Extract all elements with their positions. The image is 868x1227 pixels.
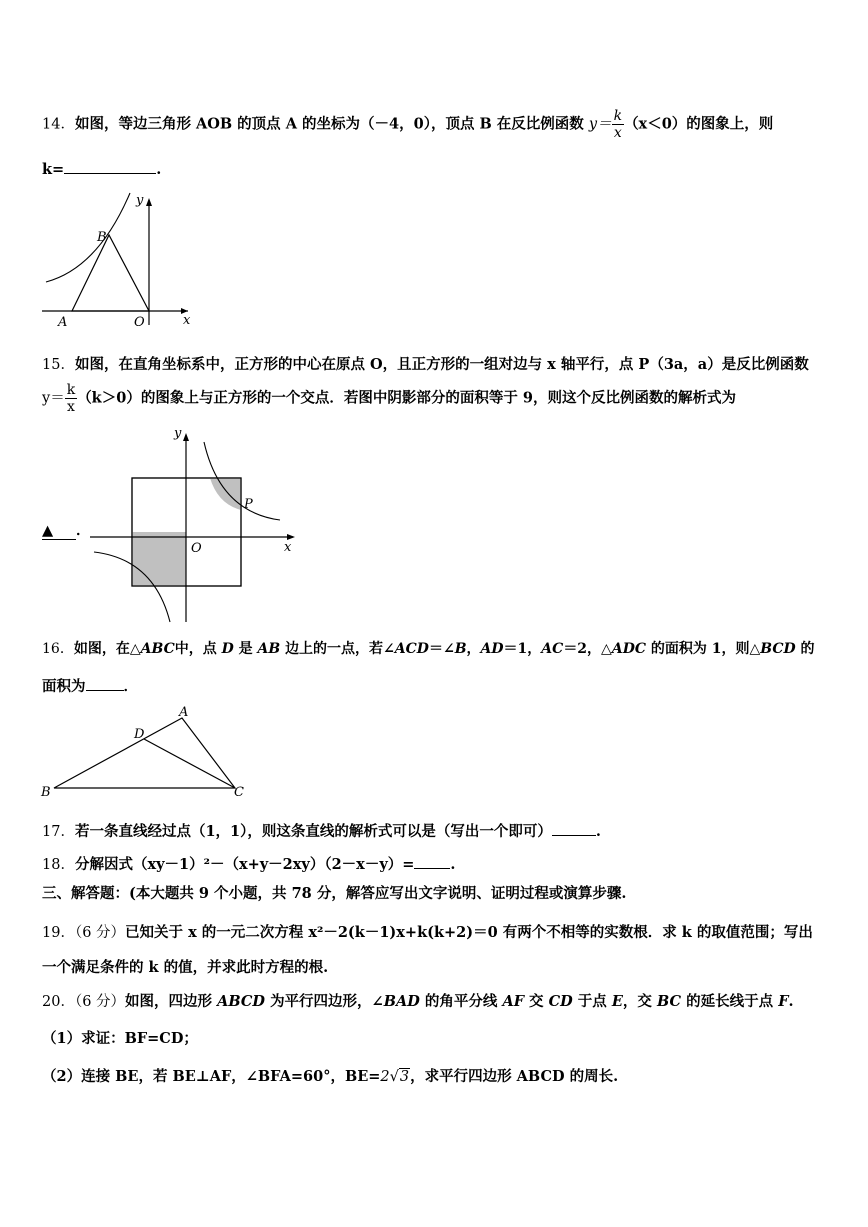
- q15-fraction: $\frac{k}{x}$: [66, 382, 76, 415]
- q14-fraction: $\frac{k}{x}$: [613, 108, 623, 141]
- q14-figure: [38, 190, 198, 332]
- q20-number: 20．: [42, 994, 75, 1010]
- q17-line: 17．若一条直线经过点（1，1），则这条直线的解析式可以是（写出一个即可） .: [42, 823, 601, 840]
- q14-fig-y: y: [136, 193, 144, 208]
- q15-fig-x: x: [284, 540, 292, 555]
- q19-line2: 一个满足条件的 k 的值，并求此时方程的根.: [42, 959, 329, 976]
- q14-func-y: y＝: [588, 116, 612, 133]
- q16-answer-blank[interactable]: [86, 690, 124, 691]
- q14-fig-B: B: [97, 230, 107, 245]
- q18-number: 18．: [42, 857, 75, 873]
- q15-line1: [42, 353, 809, 374]
- q14-fig-O: O: [134, 315, 145, 330]
- q15-text-b: （k＞0）的图象上与正方形的一个交点．若图中阴影部分的面积等于 9，则这个反比例函数的解析式为: [77, 389, 736, 407]
- q15-fig-y: y: [174, 426, 182, 441]
- q14-text-b: （x＜0）的图象上，则: [624, 115, 774, 133]
- q16-line1: 16．如图，在△ABC中，点 D 是 AB 边上的一点，若∠ACD＝∠B，AD＝1，AC＝2，△ADC 的面积为 1，则△BCD 的: [42, 641, 815, 657]
- q15-number: 15．: [42, 357, 75, 373]
- q15-fig-P: P: [244, 497, 253, 512]
- q20-part2: （2）连接 BE，若 BE⊥AF，∠BFA=60°，BE=2√3，求平行四边形 ABCD 的周长.: [42, 1068, 619, 1085]
- q14-fig-x: x: [183, 313, 191, 328]
- triangle-mark-icon: ▲: [42, 522, 54, 539]
- section3-title: 三、解答题：(本大题共 9 个小题，共 78 分，解答应写出文字说明、证明过程或演算步骤.: [42, 885, 627, 902]
- q16-fig-C: C: [234, 785, 244, 800]
- q19-score: （6 分）: [74, 925, 126, 941]
- q15-text-a: 如图，在直角坐标系中，正方形的中心在原点 O，且正方形的一组对边与 x 轴平行，点 P（3a，a）是反比例函数: [74, 356, 809, 373]
- q14-line1: [42, 108, 773, 141]
- q20-line1: 20．（6 分）如图，四边形 ABCD 为平行四边形，∠BAD 的角平分线 AF 交 CD 于点 E，交 BC 的延长线于点 F.: [42, 993, 794, 1010]
- q15-answer-blank[interactable]: [42, 522, 76, 540]
- q14-answer-blank[interactable]: [64, 173, 156, 174]
- q18-line: 18．分解因式（xy－1）²－（x+y－2xy）（2－x－y）= .: [42, 856, 456, 873]
- q15-func-y: y＝: [42, 390, 65, 407]
- sqrt-icon: √: [389, 1069, 399, 1085]
- q19-number: 19．: [42, 925, 75, 941]
- q14-k-label: k=: [42, 161, 65, 178]
- q14-fig-A: A: [58, 315, 68, 330]
- sqrt-expression: 2√3: [380, 1069, 410, 1085]
- q16-line2: 面积为 ．: [42, 678, 138, 695]
- q20-score: （6 分）: [74, 994, 126, 1010]
- q17-number: 17．: [42, 824, 75, 840]
- q20-part1: （1）求证：BF=CD；: [42, 1030, 198, 1047]
- q14-line2: k= .: [42, 161, 162, 178]
- q15-answer: ▲ ．: [42, 522, 91, 539]
- q16-fig-B: B: [41, 785, 51, 800]
- q15-figure: [88, 424, 300, 624]
- q18-answer-blank[interactable]: [414, 868, 450, 869]
- q14-number: 14．: [42, 116, 75, 133]
- q16-figure: [38, 702, 258, 802]
- q15-fig-O: O: [191, 541, 202, 556]
- q17-answer-blank[interactable]: [552, 835, 596, 836]
- q19-line1: 19．（6 分）已知关于 x 的一元二次方程 x²－2(k－1)x+k(k+2)＝0 有两个不相等的实数根．求 k 的取值范围；写出: [42, 924, 813, 941]
- q16-fig-D: D: [134, 727, 145, 742]
- q16-number: 16．: [42, 641, 74, 657]
- q15-line2: [42, 382, 736, 415]
- q16-fig-A: A: [179, 705, 189, 720]
- q14-text-a: 如图，等边三角形 AOB 的顶点 A 的坐标为（－4，0），顶点 B 在反比例函数: [74, 115, 584, 133]
